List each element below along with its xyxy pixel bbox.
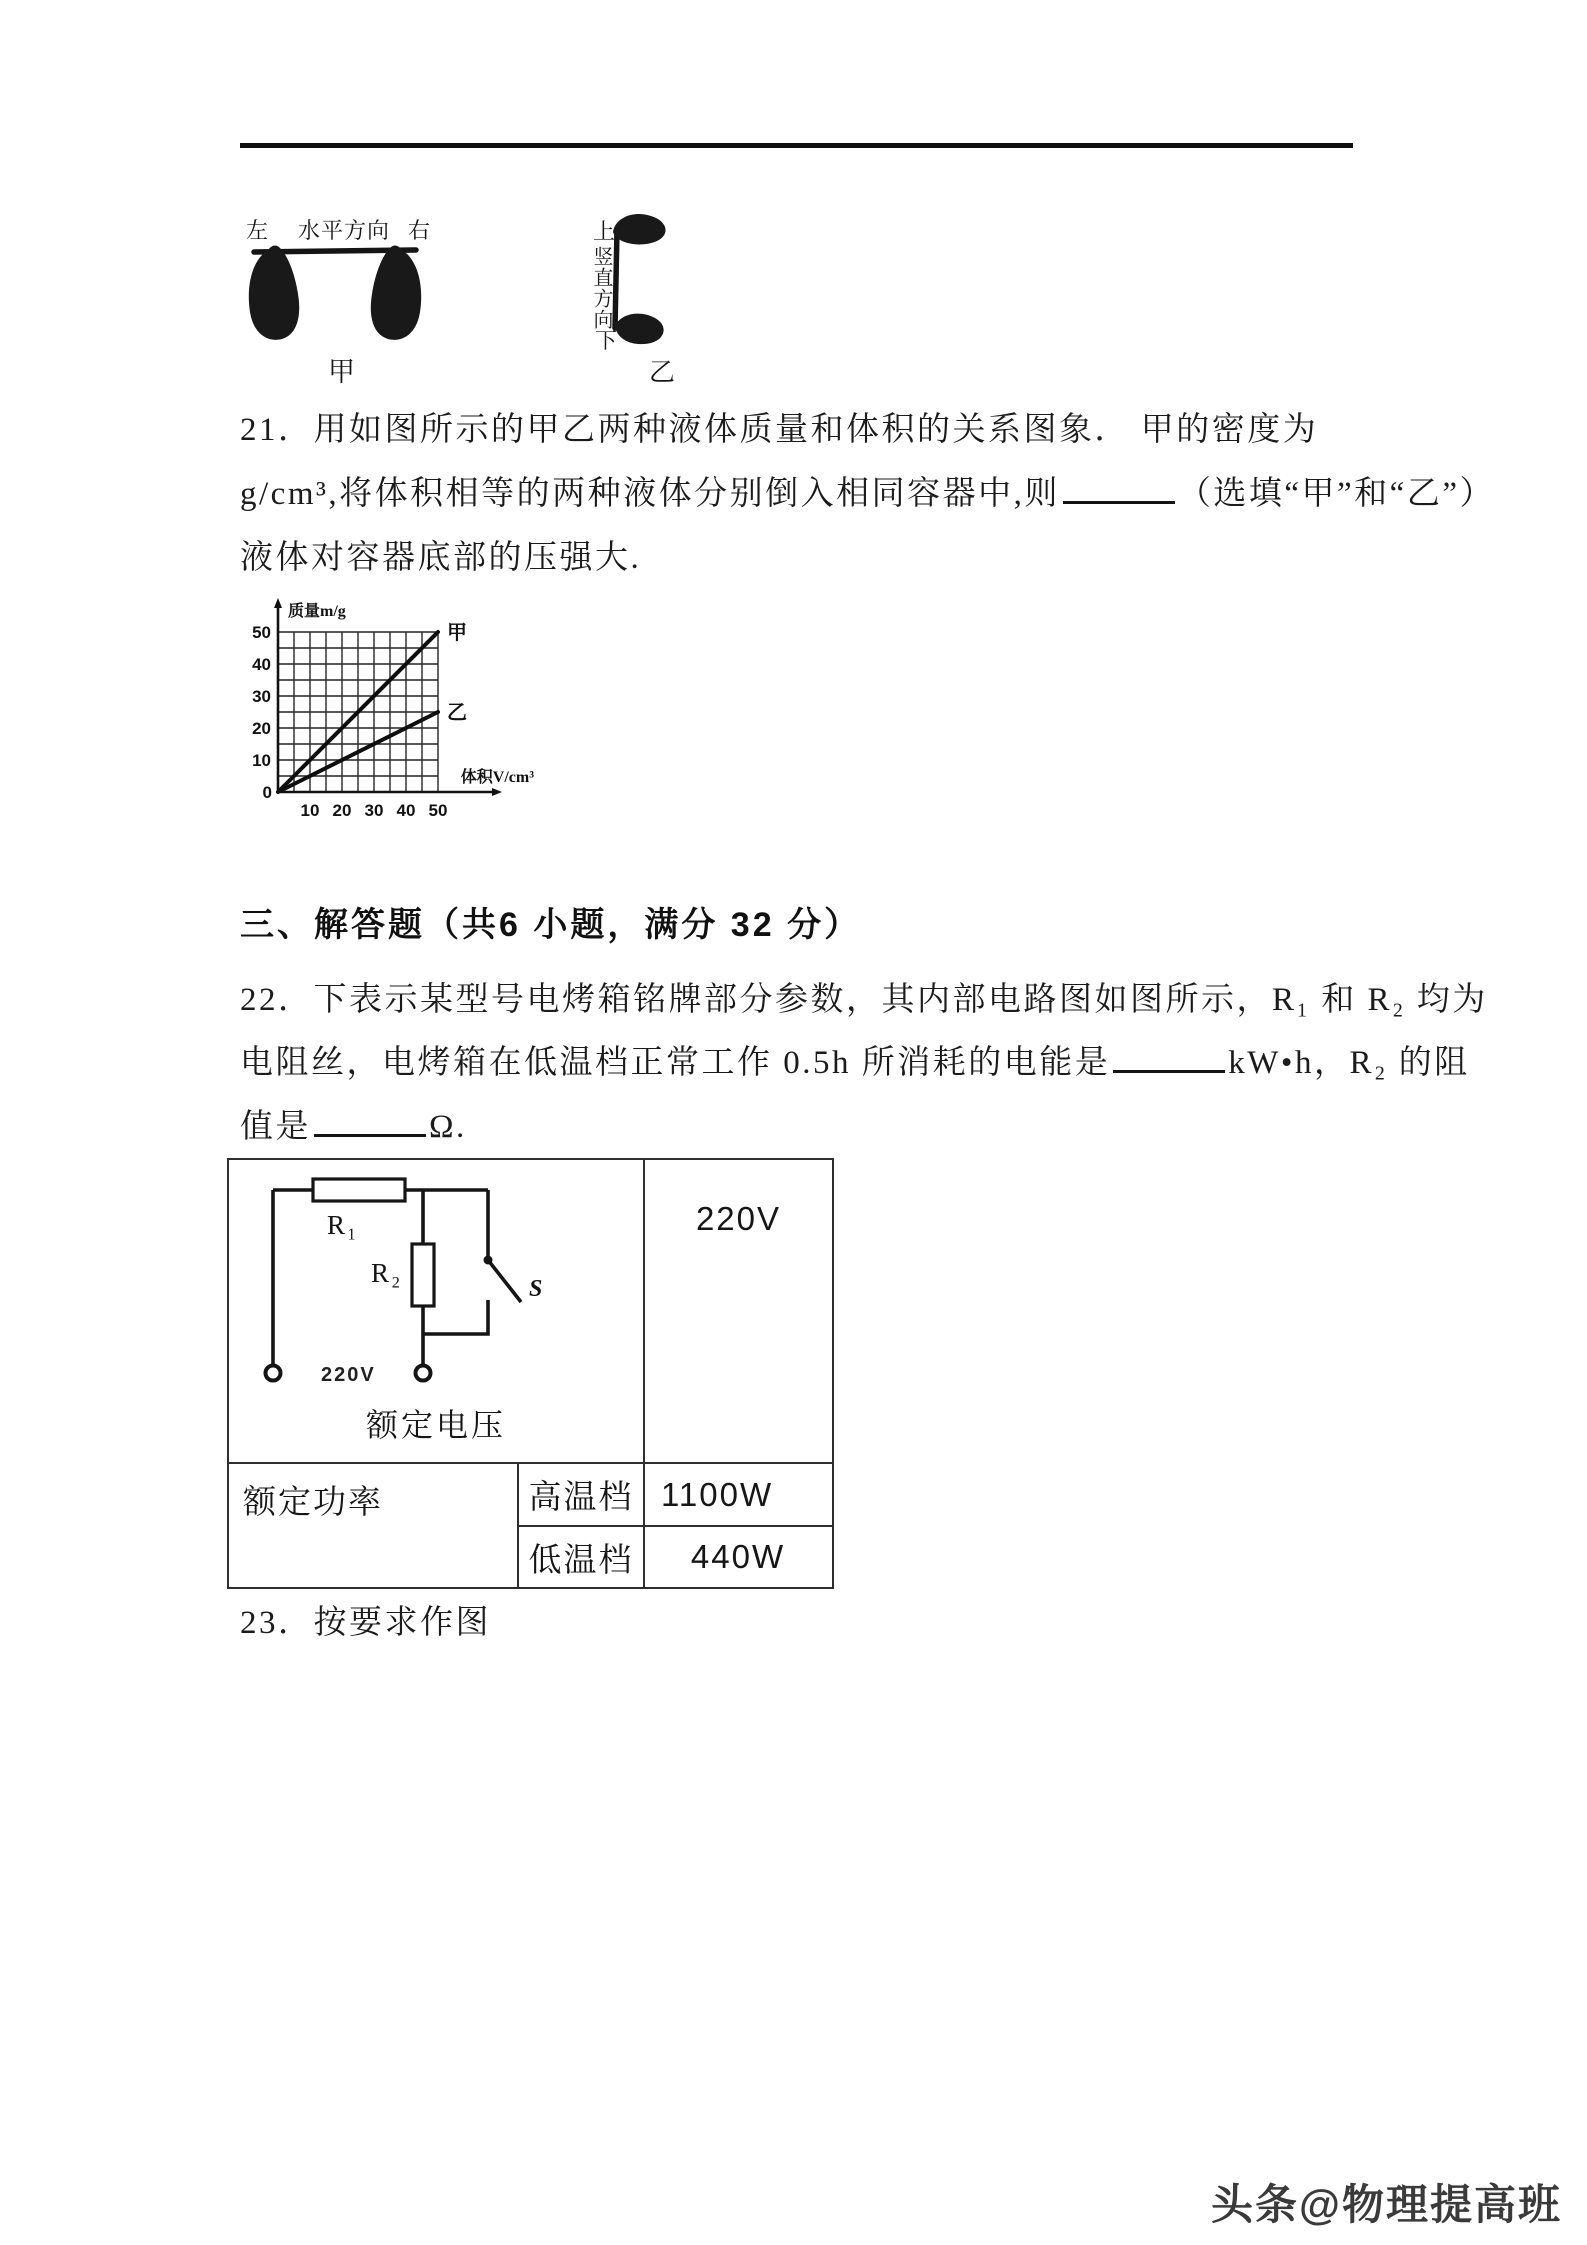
q21-line2-post: （选填“甲”和“乙”） xyxy=(1177,476,1495,512)
y-tick-label: 50 xyxy=(252,623,271,642)
x-tick-label: 40 xyxy=(396,801,416,820)
q22-line2-post: kW•h，R₂ 的阻 xyxy=(1228,1045,1470,1081)
y-axis-arrow xyxy=(274,598,282,608)
q22-line2-pre: 电阻丝，电烤箱在低温档正常工作 0.5h 所消耗的电能是 xyxy=(240,1045,1111,1081)
figure-vertical-stretch xyxy=(583,210,695,387)
y-tick-label: 30 xyxy=(252,687,271,706)
origin-label: 0 xyxy=(262,783,272,802)
resistor-r2 xyxy=(412,1244,434,1306)
label-right: 右 xyxy=(408,218,432,243)
q21-line2 xyxy=(240,467,1495,514)
oven-circuit-diagram xyxy=(253,1172,553,1404)
section3-heading: 三、解答题（共6 小题，满分 32 分） xyxy=(240,906,862,944)
y-axis-label: 质量m/g xyxy=(288,603,346,620)
q22-line1: 22．下表示某型号电烤箱铭牌部分参数，其内部电路图如图所示，R₁ 和 R₂ 均为 xyxy=(240,982,1488,1018)
series-name-label: 乙 xyxy=(447,702,467,724)
q22-line3 xyxy=(240,1100,467,1147)
rated-power-label: 额定功率 xyxy=(228,1463,518,1588)
switch-label: S xyxy=(529,1276,545,1302)
bottom-hand xyxy=(615,314,664,345)
x-axis-label: 体积V/cm³ xyxy=(460,769,534,786)
supply-voltage-label: 220V xyxy=(321,1364,376,1386)
q21-line1: 21．用如图所示的甲乙两种液体质量和体积的关系图象． 甲的密度为 xyxy=(240,412,1319,448)
series-name-label: 甲 xyxy=(447,622,467,644)
x-tick-label: 20 xyxy=(332,801,352,820)
y-tick-label: 20 xyxy=(252,719,271,738)
oven-spec-table xyxy=(227,1158,834,1589)
q21-line2-pre: g/cm³,将体积相等的两种液体分别倒入相同容器中,则 xyxy=(240,476,1060,512)
terminal-right xyxy=(416,1366,431,1381)
x-tick-label: 30 xyxy=(364,801,384,820)
y-tick-label: 40 xyxy=(252,655,271,674)
q22-line3-pre: 值是 xyxy=(240,1109,311,1145)
q23-line: 23．按要求作图 xyxy=(240,1605,491,1641)
q22-energy-blank xyxy=(1113,1037,1225,1073)
label-vertical-direction: 竖直方向 xyxy=(590,246,612,330)
top-divider xyxy=(240,143,1353,148)
r1-label: R₁ xyxy=(327,1210,359,1240)
q22-resistance-blank xyxy=(314,1101,426,1137)
gear-high-label: 高温档 xyxy=(518,1463,644,1526)
q21-line3: 液体对容器底部的压强大. xyxy=(240,540,642,576)
label-left: 左 xyxy=(246,218,270,243)
top-hand xyxy=(613,214,666,244)
q22-line2 xyxy=(240,1036,1470,1083)
label-up: 上 xyxy=(593,219,617,244)
x-axis-arrow xyxy=(492,788,502,796)
caption-jia: 甲 xyxy=(328,357,355,387)
graph-svg xyxy=(248,592,548,832)
x-tick-label: 10 xyxy=(300,801,320,820)
gear-low-label: 低温档 xyxy=(518,1526,644,1588)
switch-blade xyxy=(488,1260,521,1302)
left-hand xyxy=(249,246,299,340)
gear-low-power: 440W xyxy=(644,1526,833,1588)
gear-high-power: 1100W xyxy=(644,1463,833,1526)
label-horizontal-direction: 水平方向 xyxy=(298,218,391,243)
label-down: 下 xyxy=(595,328,619,353)
mass-volume-graph xyxy=(248,592,548,837)
caption-yi: 乙 xyxy=(649,358,676,387)
r2-label: R₂ xyxy=(371,1258,403,1288)
hands-stretch-horizontal-image xyxy=(240,240,430,346)
y-tick-label: 10 xyxy=(252,751,271,770)
q21-answer-blank xyxy=(1063,468,1175,504)
rated-voltage-label: 额定电压 xyxy=(365,1407,506,1443)
rated-voltage-value: 220V xyxy=(644,1159,833,1463)
watermark: 头条@物理提高班 xyxy=(1211,2181,1562,2228)
right-hand xyxy=(371,246,421,340)
figure-horizontal-stretch xyxy=(240,212,436,387)
x-tick-label: 50 xyxy=(428,801,448,820)
q22-line3-post: Ω. xyxy=(429,1109,467,1145)
terminal-left xyxy=(266,1366,281,1381)
resistor-r1 xyxy=(313,1179,405,1201)
circuit-cell xyxy=(228,1159,644,1463)
